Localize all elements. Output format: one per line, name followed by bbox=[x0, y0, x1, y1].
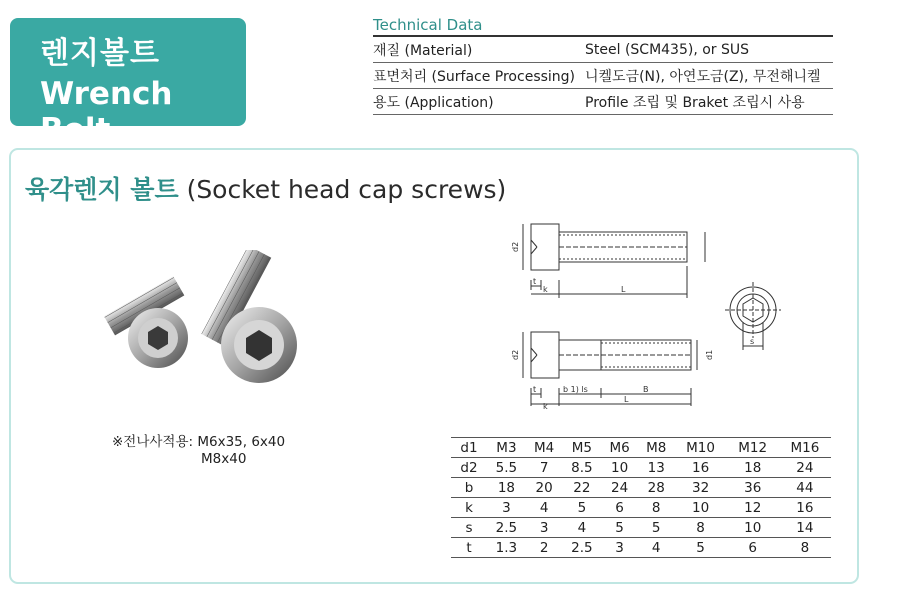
dimension-table bbox=[451, 437, 831, 558]
application-label: 용도 (Application) bbox=[373, 89, 585, 115]
table-cell: 5 bbox=[638, 518, 675, 538]
table-cell: 14 bbox=[779, 518, 831, 538]
table-row bbox=[373, 37, 833, 63]
table-cell: 4 bbox=[526, 498, 563, 518]
application-value: Profile 조립 및 Braket 조립시 사용 bbox=[585, 89, 833, 115]
table-cell: k bbox=[451, 498, 487, 518]
table-cell: 8 bbox=[779, 538, 831, 558]
table-cell: 13 bbox=[638, 458, 675, 478]
surface-label: 표면처리 (Surface Processing) bbox=[373, 63, 585, 89]
b-label: B bbox=[643, 385, 649, 394]
table-header-row bbox=[451, 438, 831, 458]
table-cell: 18 bbox=[727, 458, 779, 478]
table-cell: 10 bbox=[675, 498, 727, 518]
table-row bbox=[451, 518, 831, 538]
table-header-cell: M3 bbox=[487, 438, 526, 458]
note-line-2: M8x40 bbox=[201, 451, 247, 467]
table-row bbox=[451, 458, 831, 478]
table-cell: 6 bbox=[727, 538, 779, 558]
material-value: Steel (SCM435), or SUS bbox=[585, 37, 833, 63]
table-header-cell: M4 bbox=[526, 438, 563, 458]
table-row bbox=[373, 63, 833, 89]
table-cell: 3 bbox=[601, 538, 638, 558]
table-cell: 36 bbox=[727, 478, 779, 498]
table-cell: 4 bbox=[562, 518, 601, 538]
t-label-bottom: t bbox=[533, 385, 537, 394]
product-title-badge bbox=[10, 18, 246, 148]
table-row bbox=[451, 478, 831, 498]
table-cell: 2.5 bbox=[562, 538, 601, 558]
table-cell: 10 bbox=[727, 518, 779, 538]
technical-data-table bbox=[373, 37, 833, 115]
material-label: 재질 (Material) bbox=[373, 37, 585, 63]
table-cell: 24 bbox=[601, 478, 638, 498]
table-cell: b bbox=[451, 478, 487, 498]
table-cell: 5 bbox=[562, 498, 601, 518]
note-line-1: ※전나사적용: M6x35, 6x40 bbox=[112, 434, 286, 450]
s-label: s bbox=[750, 337, 755, 346]
table-cell: 3 bbox=[526, 518, 563, 538]
l-label-top: L bbox=[621, 285, 626, 294]
table-cell: 3 bbox=[487, 498, 526, 518]
table-header-cell: M10 bbox=[675, 438, 727, 458]
table-cell: 22 bbox=[562, 478, 601, 498]
table-cell: t bbox=[451, 538, 487, 558]
table-cell: 5 bbox=[601, 518, 638, 538]
table-cell: 28 bbox=[638, 478, 675, 498]
table-row bbox=[451, 498, 831, 518]
technical-drawing bbox=[491, 210, 791, 420]
product-panel bbox=[9, 148, 859, 584]
section-title bbox=[25, 170, 506, 206]
d2-label-bottom: d2 bbox=[511, 349, 520, 360]
d2-label-top: d2 bbox=[511, 241, 520, 252]
table-cell: 1.3 bbox=[487, 538, 526, 558]
table-cell: 2.5 bbox=[487, 518, 526, 538]
technical-data bbox=[373, 16, 833, 115]
b-ls-label: b 1) ls bbox=[563, 385, 588, 394]
section-title-english: (Socket head cap screws) bbox=[186, 175, 507, 204]
table-header-cell: M8 bbox=[638, 438, 675, 458]
bolt-photo bbox=[81, 250, 311, 400]
bolt-front bbox=[201, 250, 297, 383]
table-cell: 8.5 bbox=[562, 458, 601, 478]
table-header-cell: d1 bbox=[451, 438, 487, 458]
table-header-cell: M6 bbox=[601, 438, 638, 458]
table-cell: 6 bbox=[601, 498, 638, 518]
t-label-top: t bbox=[533, 277, 537, 286]
table-cell: 44 bbox=[779, 478, 831, 498]
table-cell: 18 bbox=[487, 478, 526, 498]
table-row bbox=[373, 89, 833, 115]
table-cell: 5 bbox=[675, 538, 727, 558]
table-cell: 20 bbox=[526, 478, 563, 498]
table-cell: 5.5 bbox=[487, 458, 526, 478]
section-title-korean: 육각렌지 볼트 bbox=[25, 175, 179, 204]
technical-data-heading: Technical Data bbox=[373, 16, 833, 37]
table-cell: s bbox=[451, 518, 487, 538]
table-row bbox=[451, 538, 831, 558]
table-cell: 8 bbox=[675, 518, 727, 538]
table-header-cell: M16 bbox=[779, 438, 831, 458]
k-label-bottom: k bbox=[543, 402, 548, 411]
surface-value: 니켈도금(N), 아연도금(Z), 무전해니켈 bbox=[585, 63, 833, 89]
d1-label: d1 bbox=[705, 349, 714, 360]
table-cell: 12 bbox=[727, 498, 779, 518]
table-cell: d2 bbox=[451, 458, 487, 478]
l-label-bottom: L bbox=[624, 395, 629, 404]
table-header-cell: M5 bbox=[562, 438, 601, 458]
table-header-cell: M12 bbox=[727, 438, 779, 458]
bolt-back bbox=[104, 276, 188, 368]
k-label-top: k bbox=[543, 285, 548, 294]
product-title-english: Wrench Bolt bbox=[40, 76, 173, 148]
note-text bbox=[112, 434, 285, 468]
table-cell: 7 bbox=[526, 458, 563, 478]
table-cell: 24 bbox=[779, 458, 831, 478]
table-cell: 8 bbox=[638, 498, 675, 518]
table-cell: 10 bbox=[601, 458, 638, 478]
table-cell: 32 bbox=[675, 478, 727, 498]
table-cell: 4 bbox=[638, 538, 675, 558]
product-title-korean: 렌지볼트 bbox=[40, 36, 160, 71]
table-cell: 2 bbox=[526, 538, 563, 558]
table-cell: 16 bbox=[675, 458, 727, 478]
table-cell: 16 bbox=[779, 498, 831, 518]
